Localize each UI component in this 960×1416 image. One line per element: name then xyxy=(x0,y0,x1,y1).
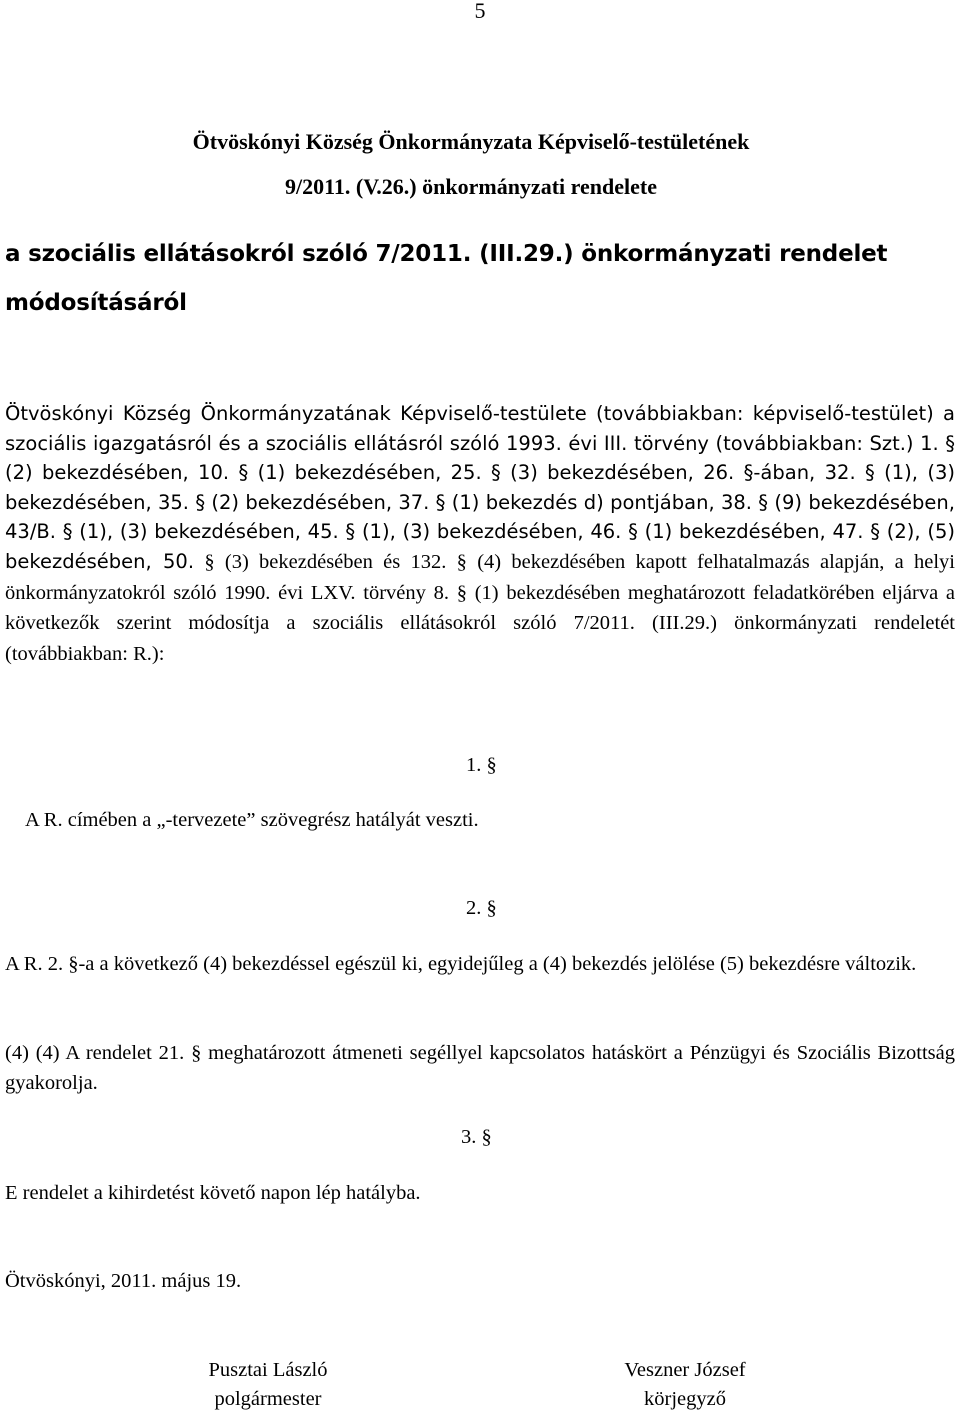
notary-role: körjegyző xyxy=(644,1388,726,1410)
subtitle-line-1: a szociális ellátásokról szóló 7/2011. (III.29.) önkormányzati rendelet xyxy=(5,241,888,267)
subtitle-line-2: módosításáról xyxy=(5,290,187,316)
mayor-role: polgármester xyxy=(214,1388,322,1410)
section-3-number: 3. § xyxy=(461,1126,492,1148)
section-3-text: E rendelet a kihirdetést követő napon lép hatályba. xyxy=(5,1182,421,1204)
section-2-text: A R. 2. §-a a következő (4) bekezdéssel egészül ki, egyidejűleg a (4) bekezdés jelölése (5) bekezdésre változik. xyxy=(5,953,917,975)
signature-mayor xyxy=(143,1356,393,1414)
signature-notary xyxy=(560,1356,810,1414)
mayor-name: Pusztai László xyxy=(208,1359,328,1381)
regulation-number: 9/2011. (V.26.) önkormányzati rendelete xyxy=(285,174,657,199)
section-2-new-paragraph: (4) (4) A rendelet 21. § meghatározott átmeneti segéllyel kapcsolatos hatáskört a Pénzügyi és Szociális Bizottság gyakorolja. xyxy=(5,1042,955,1094)
section-2-number: 2. § xyxy=(466,897,497,919)
document-title: Ötvöskónyi Község Önkormányzata Képviselő-testületének xyxy=(192,129,750,154)
preamble-paragraph xyxy=(5,399,955,669)
place-and-date: Ötvöskónyi, 2011. május 19. xyxy=(5,1270,242,1292)
preamble-part-2: § (3) bekezdésében és 132. § (4) bekezdésében kapott felhatalmazás alapján, a helyi önkormányzatokról szóló 1990. évi LXV. törvény 8. § (1) bekezdésében meghatározott feladatkörében eljárva a következők szerint módosítja a szociális ellátásokról szóló 7/2011. (III.29.) önkormányzati rendeletét (továbbiakban: R.): xyxy=(5,550,955,665)
page-number: 5 xyxy=(474,0,486,23)
section-1-number: 1. § xyxy=(466,754,497,776)
notary-name: Veszner József xyxy=(624,1359,746,1381)
preamble-part-1: Ötvöskónyi Község Önkormányzatának Képviselő-testülete (továbbiakban: képviselő-testület) a szociális igazgatásról és a szociális ellátásról szóló 1993. évi III. törvény (továbbiakban: Szt.) 1. § (2) bekezdésében, 10. § (1) bekezdésében, 25. § (3) bekezdésében, 26. §-ában, 32. § (1), (3) bekezdésében, 35. § (2) bekezdésében, 37. § (1) bekezdés d) pontjában, 38. § (9) bekezdésében, 43/B. § (1), (3) bekezdésében, 45. § (1), (3) bekezdésében, 46. § (1) bekezdésében, 47. § (2), (5) bekezdésében, 50. xyxy=(5,402,955,573)
section-1-text: A R. címében a „-tervezete” szövegrész hatályát veszti. xyxy=(25,809,479,831)
